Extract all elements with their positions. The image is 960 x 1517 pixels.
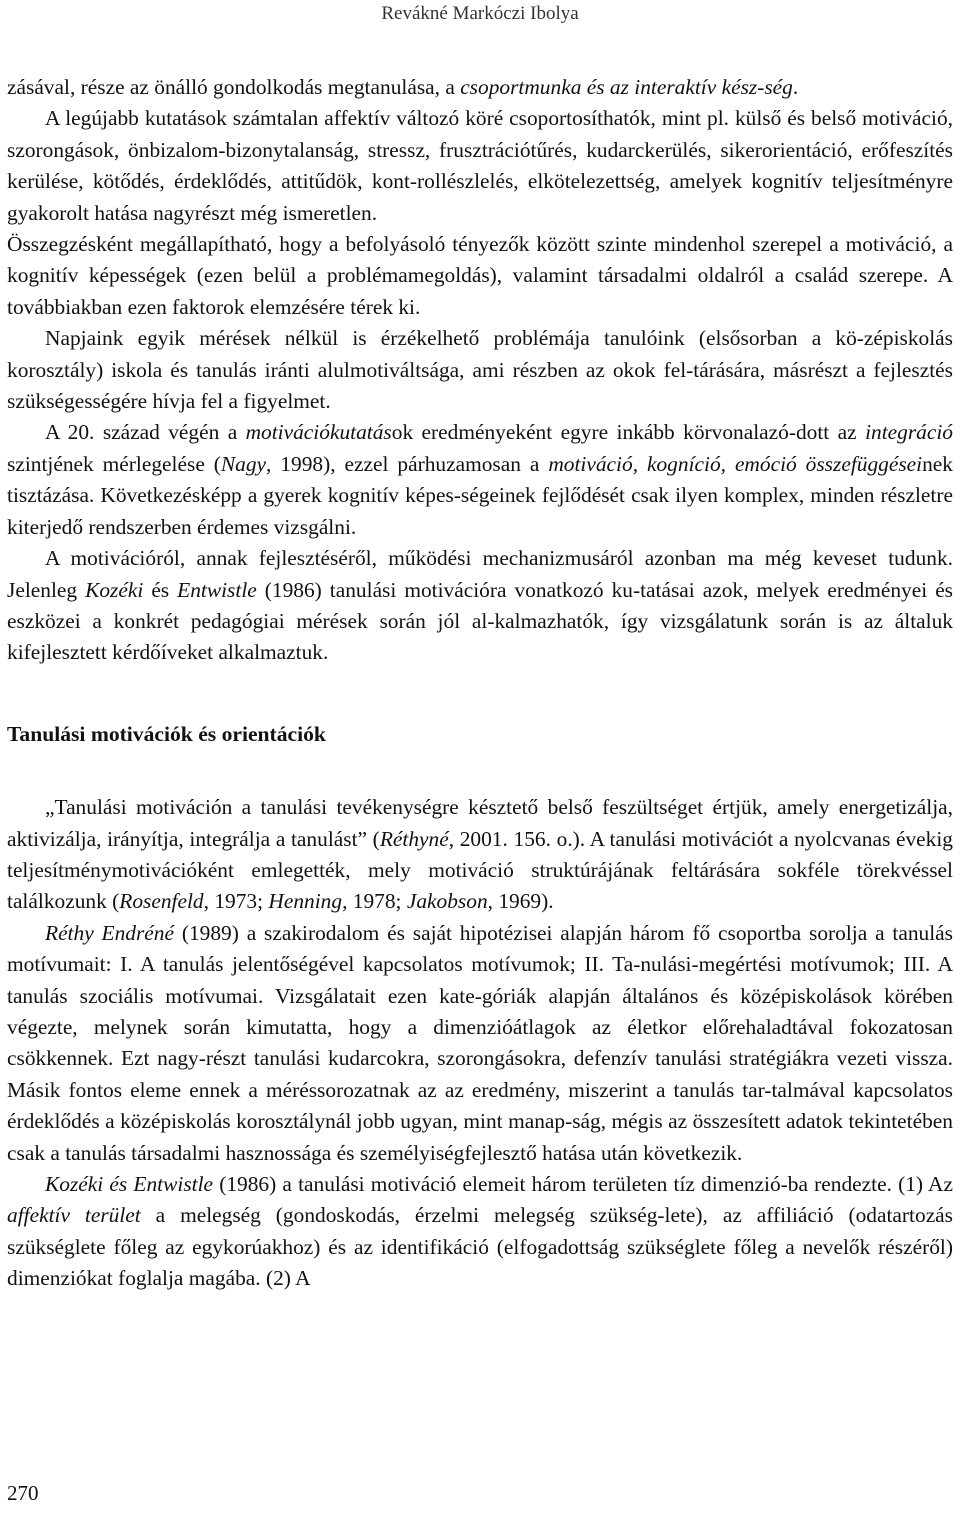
text-run: , 1973; (203, 889, 269, 914)
paragraph (7, 72, 953, 103)
paragraph (7, 323, 953, 417)
italic-text-run: Jakobson (406, 889, 488, 914)
italic-text-run: Kozéki és Entwistle (45, 1172, 214, 1196)
text-run: a melegség (gondoskodás, érzelmi melegség szükség-lete), az affiliáció (odatartozás szükséglete főleg az egykorúakhoz) és az identifikáció (elfogadottság szükséglete főleg a nevelők részéről) dimenziókat foglalja magába. (2) A (7, 1203, 954, 1291)
italic-text-run: Réthy Endréné (45, 920, 174, 945)
italic-text-run: Henning, (268, 889, 348, 914)
italic-text-run: Nagy (220, 451, 267, 476)
page-number: 270 (7, 1481, 39, 1505)
section-heading: Tanulási motivációk és orientációk (7, 721, 326, 746)
italic-text-run: Kozéki (85, 577, 144, 602)
text-run: , 2001. 156. o.). A tanulási motivációt a nyolcvanas évekig teljesítménymotivációként emlegették, mely motiváció struktúrájának feltárására sokféle törekvéssel találkozunk ( (7, 826, 953, 914)
paragraph (7, 792, 953, 918)
text-run: (1986) tanulási motivációra vonatkozó ku-tatásai azok, melyek eredményei és eszközei a konkrét pedagógiai mérések során jól al-kalmazhatók, így vizsgálatunk során is az általuk kifejlesztett kérdőíveket alkalmaztuk. (7, 577, 954, 665)
text-run: szintjének mérlegelése ( (7, 451, 221, 476)
paragraph-group-section (7, 792, 953, 1295)
text-run: nek tisztázása. Következésképp a gyerek kognitív képes-ségeinek fejlődését csak ilyen komplex, minden részletre kiterjedő rendszerben érdemes vizsgálni. (7, 451, 953, 539)
text-run: Napjaink egyik mérések nélkül is érzékelhető problémája tanulóink (elsősorban a kö-zépiskolás korosztály) iskola és tanulás iránti alulmotiváltsága, ami részben az okok fel-tárására, másrészt a fejlesztés szükségességére hívja fel a figyelmet. (7, 326, 953, 414)
text-run: . (792, 75, 799, 99)
paragraph (7, 918, 953, 1169)
page-body (7, 72, 953, 1295)
paragraph (7, 1169, 953, 1295)
italic-text-run: csoportmunka és az interaktív kész-ség (460, 75, 793, 99)
text-run: A legújabb kutatások számtalan affektív változó köré csoportosíthatók, mint pl. külső és belső motiváció, szorongások, önbizalom-bizonytalanság, stressz, frusztrációtűrés, kudarckerülés, sikerorientáció, erőfeszítés kerülése, kötődés, érdeklődés, attitűdök, kont-rollészlelés, elkötelezettség, amelyek kognitív teljesítményre gyakorolt hatása nagyrészt még ismeretlen. (7, 106, 953, 225)
italic-text-run: affektív terület (7, 1203, 141, 1228)
text-run: „Tanulási motiváción a tanulási tevékenységre késztető belső feszültséget értjük, amely energetizálja, aktivizálja, irányítja, integrálja a tanulást” ( (7, 795, 953, 851)
text-run: , 1998), ezzel párhuzamosan a (266, 451, 549, 476)
text-run: (1989) a szakirodalom és saját hipotézisei alapján három fő csoportba sorolja a tanulás motívumait: I. A tanulás jelentőségével kapcsolatos motívumok; II. Ta-nulási-megértési motívumok; III. A tanulás szociális motívumai. Vizsgálatait ezen kate-góriák alapján általános és középiskolások körében végezte, melynek során kimutatta, hogy a dimenzióátlagok az életkor előrehaladtával fokozatosan csökkennek. Ezt nagy-részt tanulási kudarcokra, szorongásokra, defenzív tanulási stratégiákra vezeti vissza. Másik fontos eleme ennek a méréssorozatnak az az eredmény, miszerint a tanulás tar-talmával kapcsolatos érdeklődés a középiskolás korosztálynál jobb ugyan, mint manap-ság, mégis az összesített adatok tekintetében csak a tanulás társadalmi hasznossága és személyiségfejlesztő hatása után következik. (7, 920, 953, 1165)
paragraph (7, 417, 953, 543)
text-run: A 20. század végén a (45, 420, 246, 445)
italic-text-run: motivációkutatás (245, 420, 392, 445)
italic-text-run: Rosenfeld (119, 889, 204, 914)
text-run: (1986) a tanulási motiváció elemeit három területen tíz dimenzió-ba rendezte. (1) Az (213, 1172, 954, 1196)
text-run: A motivációról, annak fejlesztéséről, működési mechanizmusáról azonban ma még keveset tudunk. Jelenleg (7, 546, 953, 602)
text-run: ok eredményeként egyre inkább körvonalazó-dott az (391, 420, 866, 445)
text-run: Összegzésként megállapítható, hogy a befolyásoló tényezők között szinte mindenhol szerepel a motiváció, a kognitív képességek (ezen belül a problémamegoldás), valamint társadalmi oldalról a család szerepe. A továbbiakban ezen faktorok elemzésére térek ki. (7, 232, 953, 319)
text-run: 1978; (347, 889, 407, 914)
paragraph-group-intro (7, 72, 953, 669)
paragraph (7, 543, 953, 669)
italic-text-run: Entwistle (177, 577, 257, 602)
italic-text-run: Réthyné (379, 826, 449, 851)
paragraph (7, 103, 953, 229)
italic-text-run: integráció (865, 420, 953, 445)
running-header: Revákné Markóczi Ibolya (381, 3, 579, 24)
text-run: és (143, 577, 178, 602)
italic-text-run: motiváció, kogníció, emóció összefüggései (548, 451, 923, 476)
paragraph (7, 229, 953, 323)
text-run: , 1969). (487, 889, 554, 914)
text-run: zásával, része az önálló gondolkodás megtanulása, a (7, 75, 461, 99)
